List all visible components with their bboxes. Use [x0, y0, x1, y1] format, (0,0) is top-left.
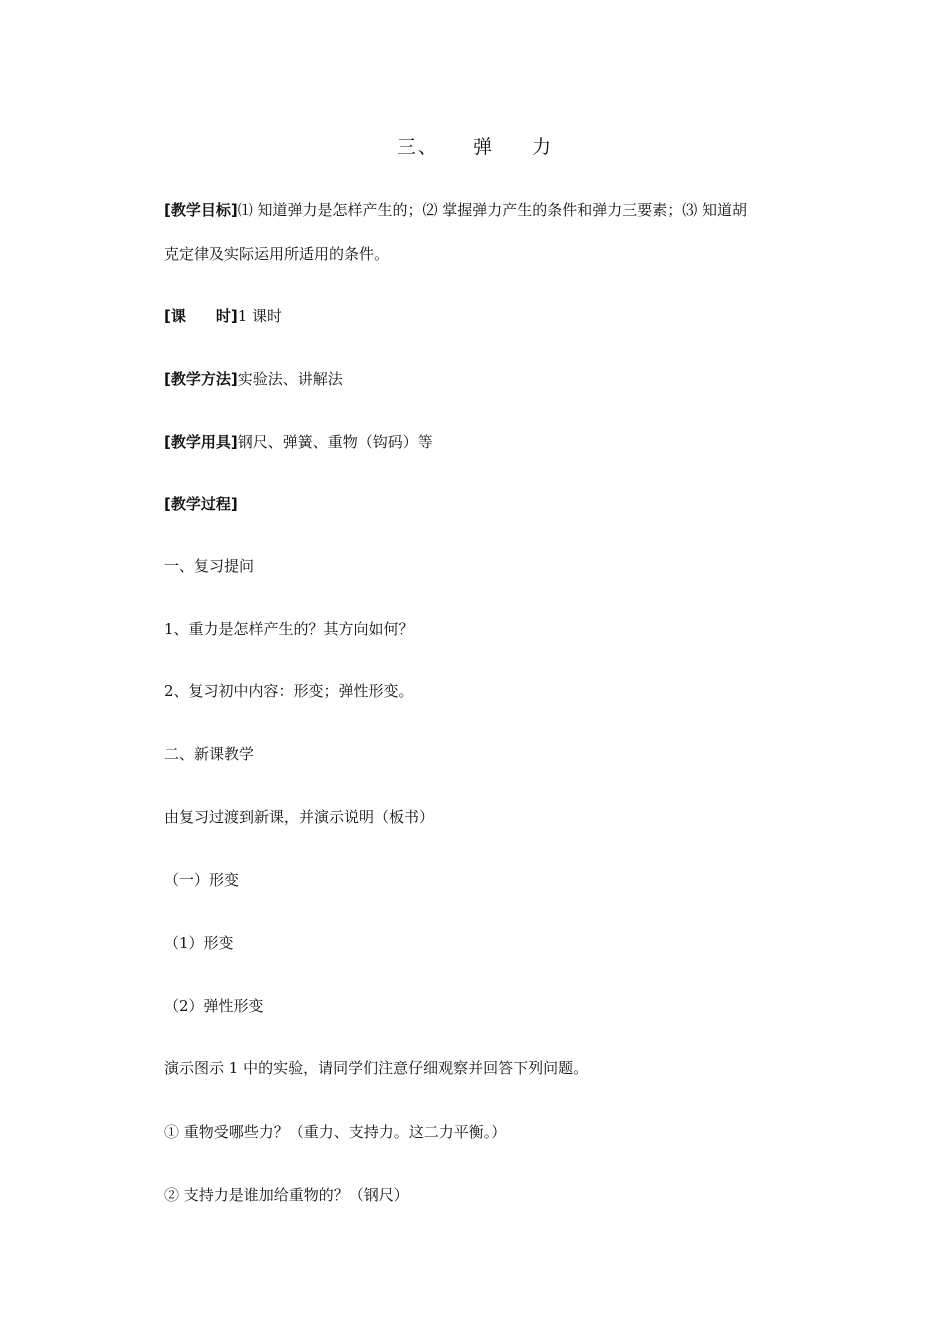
- body-line: 一、复习提问: [164, 557, 255, 575]
- body-line: 2、复习初中内容：形变；弹性形变。: [164, 682, 414, 700]
- title-part-1: 三、: [396, 136, 439, 158]
- process-label: [教学过程]: [164, 495, 238, 513]
- goals-text-1: ⑴ 知道弹力是怎样产生的；⑵ 掌握弹力产生的条件和弹力三要素；⑶ 知道胡: [237, 201, 748, 219]
- body-line: （2）弹性形变: [164, 997, 264, 1015]
- period-label-b: 时]: [215, 307, 238, 325]
- goals-label: [教学目标]: [164, 201, 238, 219]
- goals-line-2: [164, 243, 804, 265]
- body-line: ② 支持力是谁加给重物的？（钢尺）: [164, 1186, 409, 1204]
- tools-line: [164, 431, 804, 453]
- method-label: [教学方法]: [164, 370, 238, 388]
- period-label-a: [课: [164, 307, 186, 325]
- tools-text: 钢尺、弹簧、重物（钩码）等: [237, 433, 433, 451]
- body-line: ① 重物受哪些力？（重力、支持力。这二力平衡。）: [164, 1123, 507, 1141]
- body-line: （一）形变: [164, 871, 240, 889]
- body-line: 由复习过渡到新课，并演示说明（板书）: [164, 808, 435, 826]
- period-text: 1 课时: [237, 307, 283, 325]
- body-line: 演示图示 1 中的实验，请同学们注意仔细观察并回答下列问题。: [164, 1059, 589, 1077]
- process-line: [164, 493, 804, 515]
- period-line: [164, 305, 804, 327]
- goals-text-2: 克定律及实际运用所适用的条件。: [164, 245, 390, 263]
- body-line: （1）形变: [164, 934, 234, 952]
- title-part-3: 力: [532, 136, 554, 158]
- goals-line-1: [164, 199, 804, 221]
- method-text: 实验法、讲解法: [237, 370, 343, 388]
- tools-label: [教学用具]: [164, 433, 238, 451]
- page-title: [0, 132, 950, 159]
- method-line: [164, 368, 804, 390]
- body-line: 1、重力是怎样产生的？其方向如何？: [164, 620, 414, 638]
- title-part-2: 弹: [472, 136, 494, 158]
- body-line: 二、新课教学: [164, 745, 255, 763]
